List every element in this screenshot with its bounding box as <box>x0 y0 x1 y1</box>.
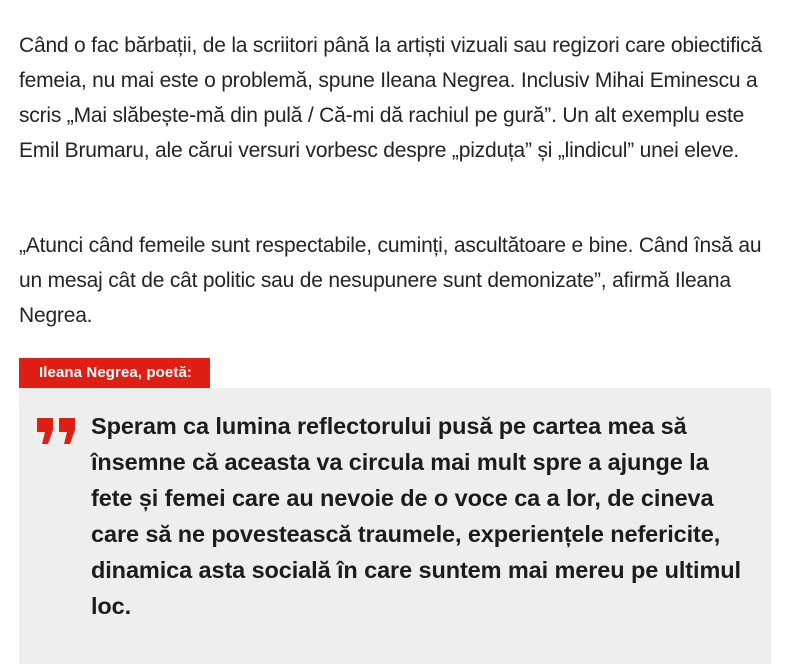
quote-author-label: Ileana Negrea, poetă: <box>19 358 210 388</box>
blockquote <box>19 388 771 664</box>
quote-text: Speram ca lumina reflectorului pusă pe cartea mea să însemne că aceasta va circula mai mult spre a ajunge la fete și femei care au nevoie de o voce ca a lor, de cineva care să ne povestească traumele, experiențele nefericite, dinamica asta socială în care suntem mai mereu pe ultimul loc. <box>91 413 741 619</box>
article-paragraph: Când o fac bărbații, de la scriitori până la artiști vizuali sau regizori care obiectifică femeia, nu mai este o problemă, spune Ileana Negrea. Inclusiv Mihai Eminescu a scris „Mai slăbește-mă din pulă / Că-mi dă rachiul pe gură”. Un alt exemplu este Emil Brumaru, ale cărui versuri vorbesc despre „pizduța” și „lindicul” unei eleve. <box>19 34 763 162</box>
article-paragraph: „Atunci când femeile sunt respectabile, cuminți, ascultătoare e bine. Când însă au un mesaj cât de cât politic sau de nesupunere sunt demonizate”, afirmă Ileana Negrea. <box>19 234 762 327</box>
quote-icon <box>37 418 77 444</box>
